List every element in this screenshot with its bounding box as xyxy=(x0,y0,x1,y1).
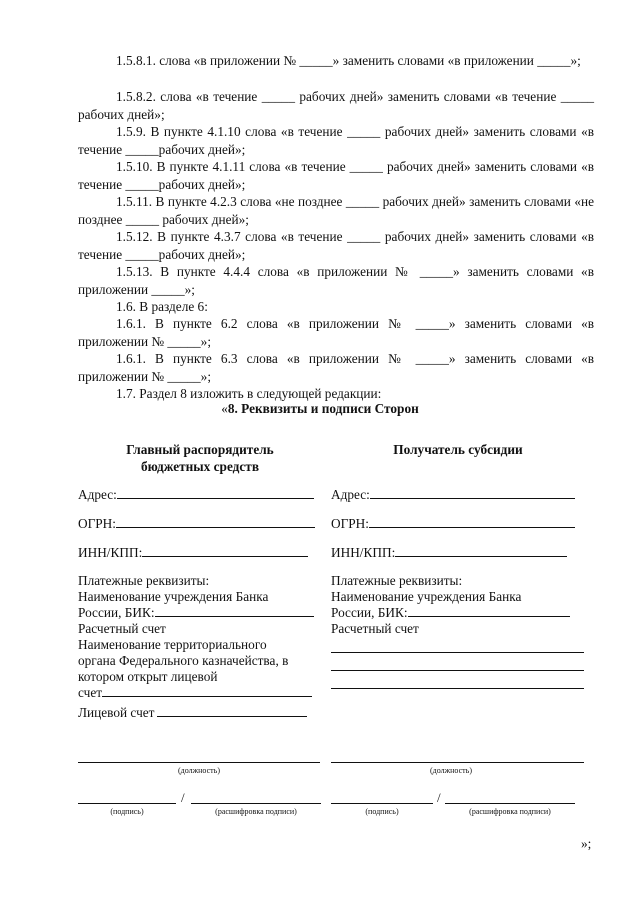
left-treasury-account-label: счет xyxy=(78,685,103,700)
right-inn-field xyxy=(331,545,567,561)
left-inn-label: ИНН/КПП: xyxy=(78,545,143,560)
left-personal-account-line xyxy=(157,705,307,717)
right-account-line-2 xyxy=(331,670,584,671)
left-signature-slash: / xyxy=(181,790,185,805)
right-account-line-3 xyxy=(331,688,584,689)
left-ogrn-field xyxy=(78,516,315,532)
left-title-line-1: Главный распорядитель xyxy=(126,442,274,457)
left-address-field xyxy=(78,487,314,503)
right-position-line xyxy=(331,762,584,763)
left-treasury-account-line xyxy=(102,685,312,697)
left-bank-bik-label: России, БИК: xyxy=(78,605,155,620)
right-decode-caption: (расшифровка подписи) xyxy=(469,807,551,816)
left-title-line-2: бюджетных средств xyxy=(140,459,260,474)
right-account-line-1 xyxy=(331,652,584,653)
left-personal-account-label: Лицевой счет xyxy=(78,705,155,720)
right-signature-line xyxy=(331,803,433,804)
paragraph-1-5-13: 1.5.13. В пункте 4.4.4 слова «в приложении № _____» заменить словами «в приложении _____»; xyxy=(78,264,594,297)
right-sign-caption: (подпись) xyxy=(365,807,399,816)
right-ogrn-field xyxy=(331,516,575,532)
right-signature-slash: / xyxy=(437,790,441,805)
left-bank-line-1: Наименование учреждения Банка xyxy=(78,589,269,604)
left-personal-account-field xyxy=(78,705,307,721)
left-treasury-line-1: Наименование территориального xyxy=(78,637,267,652)
left-bank-field xyxy=(78,605,314,621)
paragraph-1-6: 1.6. В разделе 6: xyxy=(116,299,208,314)
paragraph-1-7: 1.7. Раздел 8 изложить в следующей редакции: xyxy=(116,386,382,401)
heading-title: 8. Реквизиты и подписи Сторон xyxy=(227,401,419,416)
left-ogrn-label: ОГРН: xyxy=(78,516,116,531)
left-address-line xyxy=(117,487,314,499)
paragraph-1-5-9: 1.5.9. В пункте 4.1.10 слова «в течение _____ рабочих дней» заменить словами «в течение _____рабочих дней»; xyxy=(78,124,594,157)
section-heading xyxy=(0,401,640,417)
right-inn-label: ИНН/КПП: xyxy=(331,545,396,560)
right-inn-line xyxy=(395,545,567,557)
left-inn-field xyxy=(78,545,308,561)
paragraph-1-5-11: 1.5.11. В пункте 4.2.3 слова «не позднее _____ рабочих дней» заменить словами «не позднее _____ рабочих дней»; xyxy=(78,194,594,227)
right-decode-line xyxy=(445,803,575,804)
left-ogrn-line xyxy=(116,516,315,528)
left-account-label: Расчетный счет xyxy=(78,621,166,636)
closing-quote: »; xyxy=(581,836,592,851)
paragraph-1-5-8-2: 1.5.8.2. слова «в течение _____ рабочих дней» заменить словами «в течение _____ рабочих дней»; xyxy=(78,89,594,122)
left-sign-caption: (подпись) xyxy=(110,807,144,816)
left-treasury-line-3: котором открыт лицевой xyxy=(78,669,218,684)
left-treasury-line-2: органа Федерального казначейства, в xyxy=(78,653,289,668)
right-account-label: Расчетный счет xyxy=(331,621,419,636)
paragraph-1-5-10: 1.5.10. В пункте 4.1.11 слова «в течение _____ рабочих дней» заменить словами «в течение _____рабочих дней»; xyxy=(78,159,594,192)
right-address-line xyxy=(370,487,575,499)
right-ogrn-line xyxy=(369,516,575,528)
paragraph-1-5-8-1: 1.5.8.1. слова «в приложении № _____» заменить словами «в приложении _____»; xyxy=(116,53,581,68)
left-payment-label: Платежные реквизиты: xyxy=(78,573,210,588)
right-address-field xyxy=(331,487,575,503)
right-ogrn-label: ОГРН: xyxy=(331,516,369,531)
left-treasury-field xyxy=(78,685,312,701)
left-column-title xyxy=(78,441,322,475)
right-bik-line xyxy=(408,605,570,617)
left-address-label: Адрес: xyxy=(78,487,117,502)
right-bank-bik-label: России, БИК: xyxy=(331,605,408,620)
heading-open-quote: « xyxy=(221,401,228,416)
left-signature-line xyxy=(78,803,176,804)
left-bik-line xyxy=(155,605,314,617)
left-decode-line xyxy=(191,803,321,804)
left-position-line xyxy=(78,762,320,763)
left-decode-caption: (расшифровка подписи) xyxy=(215,807,297,816)
paragraph-1-6-1-a: 1.6.1. В пункте 6.2 слова «в приложении № _____» заменить словами «в приложении № _____»; xyxy=(78,316,594,349)
right-bank-line-1: Наименование учреждения Банка xyxy=(331,589,522,604)
left-position-caption: (должность) xyxy=(178,766,220,775)
paragraph-1-5-12: 1.5.12. В пункте 4.3.7 слова «в течение _____ рабочих дней» заменить словами «в течение _____рабочих дней»; xyxy=(78,229,594,262)
right-payment-label: Платежные реквизиты: xyxy=(331,573,463,588)
left-inn-line xyxy=(142,545,308,557)
right-bank-field xyxy=(331,605,570,621)
right-column-title: Получатель субсидии xyxy=(393,442,523,457)
paragraph-1-6-1-b: 1.6.1. В пункте 6.3 слова «в приложении № _____» заменить словами «в приложении № _____»; xyxy=(78,351,594,384)
right-address-label: Адрес: xyxy=(331,487,370,502)
right-position-caption: (должность) xyxy=(430,766,472,775)
